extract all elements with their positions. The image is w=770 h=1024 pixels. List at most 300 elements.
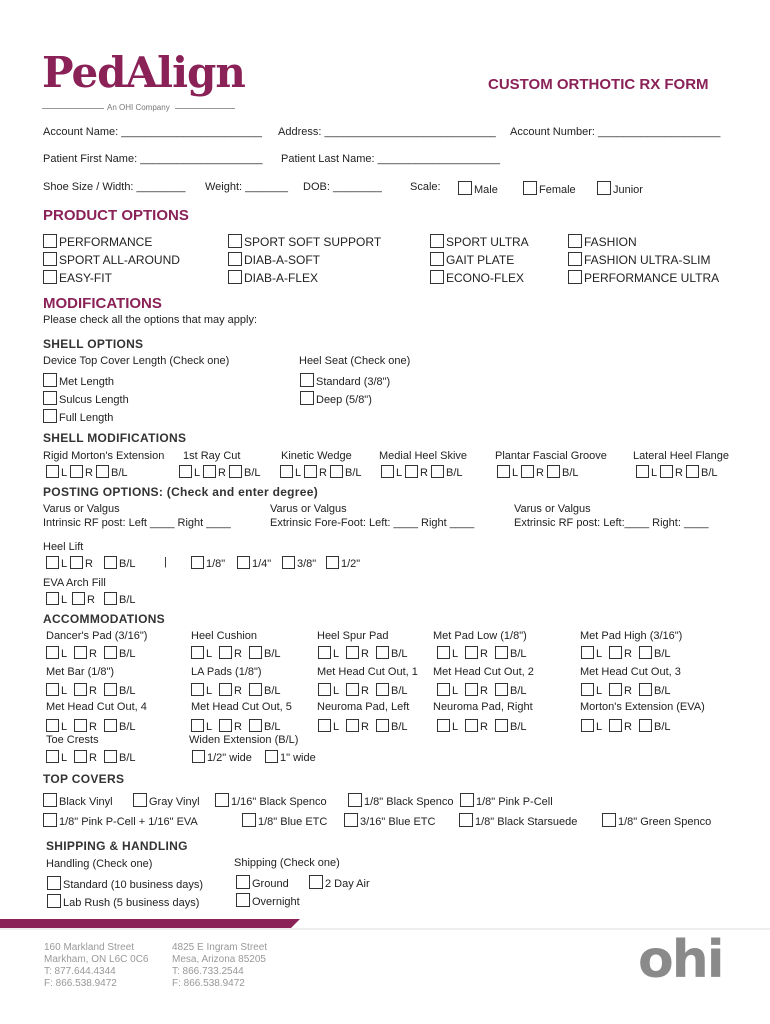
checkbox-icon[interactable] xyxy=(282,556,295,569)
checkbox-icon[interactable] xyxy=(280,465,293,478)
device-cover-option-1[interactable] xyxy=(43,391,129,406)
checkbox-icon[interactable] xyxy=(47,894,61,908)
handling-option-1[interactable] xyxy=(47,894,199,909)
checkbox-icon[interactable] xyxy=(104,646,117,659)
shipping-option-2[interactable] xyxy=(236,893,300,908)
patient-first-name-field[interactable]: Patient First Name: ____________________ xyxy=(43,153,263,165)
accommodation-row1-1-r-checkbox[interactable] xyxy=(219,646,242,660)
accommodation-row1-4-b-checkbox[interactable] xyxy=(639,646,671,660)
footer-line: 160 Markland Street xyxy=(44,942,135,953)
checkbox-label: EASY-FIT xyxy=(59,271,112,285)
checkbox-icon[interactable] xyxy=(430,270,444,284)
separator: | xyxy=(164,556,167,568)
shell-mod-label-4: Plantar Fascial Groove xyxy=(495,450,607,462)
checkbox-icon[interactable] xyxy=(228,234,242,248)
checkbox-icon[interactable] xyxy=(46,683,59,696)
checkbox-icon[interactable] xyxy=(191,683,204,696)
checkbox-icon[interactable] xyxy=(46,719,59,732)
checkbox-label: L xyxy=(596,685,603,697)
widen-option-1[interactable] xyxy=(265,750,316,764)
handling-option-0[interactable] xyxy=(47,876,203,891)
accommodation-row1-0-b-checkbox[interactable] xyxy=(104,646,136,660)
accommodation-row2-0-r-checkbox[interactable] xyxy=(74,683,97,697)
accommodation-label-row3-0: Met Head Cut Out, 4 xyxy=(46,701,147,713)
checkbox-label: 3/16" Blue ETC xyxy=(360,816,436,828)
shipping-option-1[interactable] xyxy=(309,875,370,890)
eva-arch-b-checkbox[interactable] xyxy=(104,592,136,606)
checkbox-label: R xyxy=(361,721,369,733)
checkbox-label: DIAB-A-FLEX xyxy=(244,271,319,285)
checkbox-icon[interactable] xyxy=(46,556,59,569)
checkbox-icon[interactable] xyxy=(346,646,359,659)
male-checkbox[interactable]: Male xyxy=(458,181,498,196)
checkbox-icon[interactable] xyxy=(330,465,343,478)
checkbox-label: Met Length xyxy=(59,376,115,388)
form-title: CUSTOM ORTHOTIC RX FORM xyxy=(488,76,709,93)
shipping-option-0[interactable] xyxy=(236,875,289,890)
checkbox-label: 1/8" Blue ETC xyxy=(258,816,328,828)
accommodation-row2-3-b-checkbox[interactable] xyxy=(495,683,527,697)
checkbox-label: B/L xyxy=(654,721,671,733)
checkbox-icon[interactable] xyxy=(430,252,444,266)
checkbox-icon[interactable] xyxy=(376,683,389,696)
checkbox-label: Lab Rush (5 business days) xyxy=(63,897,200,909)
accommodation-row2-1-r-checkbox[interactable] xyxy=(219,683,242,697)
accommodation-row2-4-r-checkbox[interactable] xyxy=(609,683,632,697)
product-option-col4-0[interactable] xyxy=(568,234,637,249)
checkbox-icon[interactable] xyxy=(46,592,59,605)
checkbox-icon[interactable] xyxy=(609,719,622,732)
accommodation-label-row3-4: Morton's Extension (EVA) xyxy=(580,701,705,713)
accommodation-row1-3-l-checkbox[interactable] xyxy=(437,646,458,660)
top-cover-option-r2-0[interactable] xyxy=(43,813,198,828)
checkbox-label: L xyxy=(452,685,459,697)
eva-arch-l-checkbox[interactable] xyxy=(46,592,67,606)
shell-mod-label-2: Kinetic Wedge xyxy=(281,450,352,462)
checkbox-icon[interactable] xyxy=(249,683,262,696)
checkbox-icon[interactable] xyxy=(43,373,57,387)
junior-checkbox[interactable]: Junior xyxy=(597,181,643,196)
checkbox-icon[interactable] xyxy=(236,893,250,907)
checkbox-icon[interactable] xyxy=(568,234,582,248)
checkbox-icon[interactable] xyxy=(191,556,204,569)
top-cover-option-r1-0[interactable] xyxy=(43,793,113,808)
checkbox-icon[interactable] xyxy=(70,556,83,569)
checkbox-icon[interactable] xyxy=(228,270,242,284)
checkbox-icon[interactable] xyxy=(219,646,232,659)
checkbox-icon[interactable] xyxy=(495,719,508,732)
intrinsic-rf-post-field[interactable]: Intrinsic RF post: Left ____ Right ____ xyxy=(43,517,231,529)
checkbox-icon[interactable] xyxy=(639,683,652,696)
accommodation-row3-0-b-checkbox[interactable] xyxy=(104,719,136,733)
product-option-col3-1[interactable] xyxy=(430,252,514,267)
shell-mod-0-l-checkbox[interactable] xyxy=(46,465,67,479)
accommodation-row3-3-r-checkbox[interactable] xyxy=(465,719,488,733)
checkbox-icon[interactable] xyxy=(203,465,216,478)
checkbox-label: B/L xyxy=(119,558,136,570)
checkbox-icon[interactable] xyxy=(265,750,278,763)
heel-lift-option-0[interactable] xyxy=(191,556,225,570)
checkbox-icon[interactable] xyxy=(639,719,652,732)
shoe-size-field[interactable]: Shoe Size / Width: ________ xyxy=(43,181,186,193)
top-cover-option-r1-4[interactable] xyxy=(460,793,553,808)
checkbox-label: R xyxy=(624,648,632,660)
checkbox-label: L xyxy=(61,467,68,479)
device-cover-option-2[interactable] xyxy=(43,409,113,424)
checkbox-icon[interactable] xyxy=(660,465,673,478)
accommodation-row1-0-l-checkbox[interactable] xyxy=(46,646,67,660)
account-name-field[interactable]: Account Name: _______________________ xyxy=(43,126,262,138)
checkbox-icon[interactable] xyxy=(465,646,478,659)
accommodation-row2-1-b-checkbox[interactable] xyxy=(249,683,281,697)
accommodation-row3-4-l-checkbox[interactable] xyxy=(581,719,602,733)
checkbox-icon[interactable] xyxy=(639,646,652,659)
checkbox-icon[interactable] xyxy=(318,683,331,696)
pedalign-logo: PedAlign xyxy=(42,48,245,97)
checkbox-icon[interactable] xyxy=(521,465,534,478)
checkbox-icon[interactable] xyxy=(460,793,474,807)
checkbox-icon[interactable] xyxy=(104,750,117,763)
dob-field[interactable]: DOB: ________ xyxy=(303,181,382,193)
checkbox-icon[interactable] xyxy=(346,683,359,696)
account-number-field[interactable]: Account Number: ____________________ xyxy=(510,126,721,138)
shell-mod-0-b-checkbox[interactable] xyxy=(96,465,128,479)
checkbox-icon[interactable] xyxy=(459,813,473,827)
accommodation-row3-3-b-checkbox[interactable] xyxy=(495,719,527,733)
product-option-col2-2[interactable] xyxy=(228,270,318,285)
checkbox-icon[interactable] xyxy=(458,181,472,195)
heel-lift-label: Heel Lift xyxy=(43,541,84,553)
checkbox-icon[interactable] xyxy=(96,465,109,478)
checkbox-icon[interactable] xyxy=(133,793,147,807)
checkbox-icon[interactable] xyxy=(179,465,192,478)
product-option-col1-0[interactable] xyxy=(43,234,152,249)
checkbox-icon[interactable] xyxy=(249,646,262,659)
checkbox-icon[interactable] xyxy=(104,683,117,696)
shell-mod-1-l-checkbox[interactable] xyxy=(179,465,200,479)
toe-crests-l-checkbox[interactable] xyxy=(46,750,67,764)
checkbox-icon[interactable] xyxy=(192,750,205,763)
shell-mod-label-5: Lateral Heel Flange xyxy=(633,450,730,462)
footer-line: T: 877.644.4344 xyxy=(44,966,116,977)
heel-lift-option-3[interactable] xyxy=(326,556,360,570)
checkbox-label: SPORT ALL-AROUND xyxy=(59,253,180,267)
checkbox-label: B/L xyxy=(119,721,136,733)
accommodation-row1-0-r-checkbox[interactable] xyxy=(74,646,97,660)
checkbox-label: B/L xyxy=(264,721,281,733)
checkbox-icon[interactable] xyxy=(46,465,59,478)
extrinsic-fore-foot-field[interactable]: Extrinsic Fore-Foot: Left: ____ Right ____ xyxy=(270,517,475,529)
accommodation-row2-4-l-checkbox[interactable] xyxy=(581,683,602,697)
accommodation-row3-1-r-checkbox[interactable] xyxy=(219,719,242,733)
checkbox-icon[interactable] xyxy=(236,875,250,889)
product-option-col3-2[interactable] xyxy=(430,270,524,285)
accommodations-heading: ACCOMMODATIONS xyxy=(43,612,165,626)
checkbox-icon[interactable] xyxy=(215,793,229,807)
checkbox-label: 1/2" xyxy=(341,558,361,570)
checkbox-label: Standard (3/8") xyxy=(316,376,391,388)
accommodation-row3-1-b-checkbox[interactable] xyxy=(249,719,281,733)
shell-mod-5-r-checkbox[interactable] xyxy=(660,465,683,479)
checkbox-icon[interactable] xyxy=(43,391,57,405)
checkbox-icon[interactable] xyxy=(437,719,450,732)
checkbox-icon[interactable] xyxy=(191,719,204,732)
shell-mod-3-l-checkbox[interactable] xyxy=(381,465,402,479)
checkbox-icon[interactable] xyxy=(376,646,389,659)
checkbox-label: Sulcus Length xyxy=(59,394,129,406)
shell-mod-0-r-checkbox[interactable] xyxy=(70,465,93,479)
shell-mod-3-b-checkbox[interactable] xyxy=(431,465,463,479)
checkbox-icon[interactable] xyxy=(405,465,418,478)
checkbox-icon[interactable] xyxy=(602,813,616,827)
shell-modifications-heading: SHELL MODIFICATIONS xyxy=(43,431,187,445)
checkbox-label: 1/8" Green Spenco xyxy=(618,816,712,828)
checkbox-icon[interactable] xyxy=(568,270,582,284)
checkbox-icon[interactable] xyxy=(309,875,323,889)
accommodation-row3-1-l-checkbox[interactable] xyxy=(191,719,212,733)
shell-options-heading: SHELL OPTIONS xyxy=(43,337,144,351)
top-cover-option-r2-4[interactable] xyxy=(602,813,711,828)
checkbox-icon[interactable] xyxy=(74,646,87,659)
checkbox-label: FASHION ULTRA-SLIM xyxy=(584,253,711,267)
female-checkbox[interactable]: Female xyxy=(523,181,576,196)
device-cover-option-0[interactable] xyxy=(43,373,114,388)
checkbox-icon[interactable] xyxy=(495,683,508,696)
weight-field[interactable]: Weight: _______ xyxy=(205,181,288,193)
accommodation-row1-2-r-checkbox[interactable] xyxy=(346,646,369,660)
checkbox-label: B/L xyxy=(391,685,408,697)
eva-arch-fill-label: EVA Arch Fill xyxy=(43,577,106,589)
toe-crests-b-checkbox[interactable] xyxy=(104,750,136,764)
checkbox-label: B/L xyxy=(264,648,281,660)
toe-crests-r-checkbox[interactable] xyxy=(74,750,97,764)
accommodation-row2-3-r-checkbox[interactable] xyxy=(465,683,488,697)
checkbox-label: 1/2" wide xyxy=(207,752,252,764)
checkbox-icon[interactable] xyxy=(609,646,622,659)
checkbox-icon[interactable] xyxy=(300,391,314,405)
checkbox-label: L xyxy=(452,648,459,660)
top-cover-option-r1-1[interactable] xyxy=(133,793,200,808)
checkbox-icon[interactable] xyxy=(344,813,358,827)
checkbox-label: B/L xyxy=(446,467,463,479)
checkbox-icon[interactable] xyxy=(46,750,59,763)
accommodation-row2-2-r-checkbox[interactable] xyxy=(346,683,369,697)
checkbox-label: SPORT SOFT SUPPORT xyxy=(244,235,382,249)
product-option-col2-0[interactable] xyxy=(228,234,381,249)
checkbox-icon[interactable] xyxy=(43,813,57,827)
checkbox-icon[interactable] xyxy=(430,234,444,248)
accommodation-row1-3-b-checkbox[interactable] xyxy=(495,646,527,660)
handling-label: Handling (Check one) xyxy=(46,858,153,870)
checkbox-icon[interactable] xyxy=(346,719,359,732)
top-cover-option-r2-3[interactable] xyxy=(459,813,577,828)
product-option-col1-1[interactable] xyxy=(43,252,180,267)
accommodation-row3-4-r-checkbox[interactable] xyxy=(609,719,632,733)
product-option-col3-0[interactable] xyxy=(430,234,529,249)
checkbox-icon[interactable] xyxy=(242,813,256,827)
checkbox-icon[interactable] xyxy=(104,719,117,732)
accommodation-row1-1-b-checkbox[interactable] xyxy=(249,646,281,660)
widen-extension-label: Widen Extension (B/L) xyxy=(189,734,299,746)
shell-mod-5-l-checkbox[interactable] xyxy=(636,465,657,479)
shell-mod-1-b-checkbox[interactable] xyxy=(229,465,261,479)
checkbox-icon[interactable] xyxy=(318,646,331,659)
accommodation-row2-2-b-checkbox[interactable] xyxy=(376,683,408,697)
checkbox-icon[interactable] xyxy=(74,719,87,732)
shell-mod-label-3: Medial Heel Skive xyxy=(379,450,468,462)
product-option-col1-2[interactable] xyxy=(43,270,112,285)
accommodation-row1-4-r-checkbox[interactable] xyxy=(609,646,632,660)
top-cover-option-r2-1[interactable] xyxy=(242,813,327,828)
checkbox-icon[interactable] xyxy=(228,252,242,266)
checkbox-icon[interactable] xyxy=(191,646,204,659)
checkbox-icon[interactable] xyxy=(437,683,450,696)
accommodation-label-row2-1: LA Pads (1/8") xyxy=(191,666,262,678)
accommodation-row3-2-l-checkbox[interactable] xyxy=(318,719,339,733)
checkbox-label: R xyxy=(89,721,97,733)
checkbox-icon[interactable] xyxy=(465,683,478,696)
checkbox-icon[interactable] xyxy=(465,719,478,732)
heel-lift-option-1[interactable] xyxy=(237,556,271,570)
checkbox-icon[interactable] xyxy=(70,465,83,478)
checkbox-label: L xyxy=(452,721,459,733)
checkbox-icon[interactable] xyxy=(581,719,594,732)
checkbox-icon[interactable] xyxy=(43,234,57,248)
checkbox-icon[interactable] xyxy=(568,252,582,266)
shell-mod-3-r-checkbox[interactable] xyxy=(405,465,428,479)
shell-mod-5-b-checkbox[interactable] xyxy=(686,465,718,479)
accommodation-label-row1-0: Dancer's Pad (3/16") xyxy=(46,630,148,642)
checkbox-icon[interactable] xyxy=(74,750,87,763)
checkbox-icon[interactable] xyxy=(636,465,649,478)
checkbox-icon[interactable] xyxy=(686,465,699,478)
accommodation-row3-4-b-checkbox[interactable] xyxy=(639,719,671,733)
heel-seat-option-1[interactable] xyxy=(300,391,372,406)
shell-mod-2-b-checkbox[interactable] xyxy=(330,465,362,479)
checkbox-icon[interactable] xyxy=(219,719,232,732)
accommodation-row2-4-b-checkbox[interactable] xyxy=(639,683,671,697)
accommodation-row2-0-l-checkbox[interactable] xyxy=(46,683,67,697)
extrinsic-rf-post-field[interactable]: Extrinsic RF post: Left:____ Right: ____ xyxy=(514,517,709,529)
checkbox-icon[interactable] xyxy=(219,683,232,696)
heel-lift-l-checkbox[interactable] xyxy=(46,556,67,570)
accommodation-row3-2-b-checkbox[interactable] xyxy=(376,719,408,733)
checkbox-icon[interactable] xyxy=(547,465,560,478)
checkbox-icon[interactable] xyxy=(326,556,339,569)
eva-arch-r-checkbox[interactable] xyxy=(72,592,95,606)
checkbox-label: B/L xyxy=(119,752,136,764)
checkbox-icon[interactable] xyxy=(376,719,389,732)
checkbox-label: SPORT ULTRA xyxy=(446,235,529,249)
heel-lift-option-2[interactable] xyxy=(282,556,316,570)
heel-lift-r-checkbox[interactable] xyxy=(70,556,93,570)
top-cover-option-r1-2[interactable] xyxy=(215,793,327,808)
checkbox-icon[interactable] xyxy=(597,181,611,195)
checkbox-icon[interactable] xyxy=(43,270,57,284)
top-covers-heading: TOP COVERS xyxy=(43,772,125,786)
checkbox-icon[interactable] xyxy=(43,793,57,807)
widen-option-0[interactable] xyxy=(192,750,252,764)
checkbox-icon[interactable] xyxy=(581,683,594,696)
accommodation-row3-0-r-checkbox[interactable] xyxy=(74,719,97,733)
checkbox-icon[interactable] xyxy=(381,465,394,478)
accommodation-label-row2-4: Met Head Cut Out, 3 xyxy=(580,666,681,678)
heel-seat-option-0[interactable] xyxy=(300,373,390,388)
checkbox-label: Deep (5/8") xyxy=(316,394,372,406)
checkbox-icon[interactable] xyxy=(74,683,87,696)
checkbox-icon[interactable] xyxy=(431,465,444,478)
checkbox-icon[interactable] xyxy=(497,465,510,478)
shell-mod-4-l-checkbox[interactable] xyxy=(497,465,518,479)
product-option-col4-2[interactable] xyxy=(568,270,719,285)
accommodation-row2-1-l-checkbox[interactable] xyxy=(191,683,212,697)
shell-mod-4-b-checkbox[interactable] xyxy=(547,465,579,479)
shell-mod-4-r-checkbox[interactable] xyxy=(521,465,544,479)
accommodation-row2-2-l-checkbox[interactable] xyxy=(318,683,339,697)
heel-lift-b-checkbox[interactable] xyxy=(104,556,136,570)
top-cover-option-r2-2[interactable] xyxy=(344,813,435,828)
checkbox-icon[interactable] xyxy=(229,465,242,478)
product-options-heading: PRODUCT OPTIONS xyxy=(43,207,189,224)
checkbox-label: B/L xyxy=(391,721,408,733)
checkbox-icon[interactable] xyxy=(249,719,262,732)
top-cover-option-r1-3[interactable] xyxy=(348,793,454,808)
checkbox-icon[interactable] xyxy=(523,181,537,195)
shell-mod-2-r-checkbox[interactable] xyxy=(304,465,327,479)
checkbox-icon[interactable] xyxy=(348,793,362,807)
accommodation-row1-3-r-checkbox[interactable] xyxy=(465,646,488,660)
accommodation-row3-2-r-checkbox[interactable] xyxy=(346,719,369,733)
checkbox-label: L xyxy=(61,721,68,733)
checkbox-icon[interactable] xyxy=(43,409,57,423)
checkbox-icon[interactable] xyxy=(72,592,85,605)
checkbox-icon[interactable] xyxy=(300,373,314,387)
accommodation-row3-0-l-checkbox[interactable] xyxy=(46,719,67,733)
checkbox-icon[interactable] xyxy=(104,556,117,569)
accommodation-row1-4-l-checkbox[interactable] xyxy=(581,646,602,660)
checkbox-icon[interactable] xyxy=(304,465,317,478)
checkbox-label: B/L xyxy=(391,648,408,660)
checkbox-icon[interactable] xyxy=(495,646,508,659)
checkbox-icon[interactable] xyxy=(437,646,450,659)
footer-line: Markham, ON L6C 0C6 xyxy=(44,954,149,965)
accommodation-row2-0-b-checkbox[interactable] xyxy=(104,683,136,697)
toe-crests-label: Toe Crests xyxy=(46,734,99,746)
checkbox-icon[interactable] xyxy=(47,876,61,890)
checkbox-icon[interactable] xyxy=(581,646,594,659)
footer-line: F: 866.538.9472 xyxy=(172,978,245,989)
shell-mod-2-l-checkbox[interactable] xyxy=(280,465,301,479)
checkbox-icon[interactable] xyxy=(318,719,331,732)
patient-last-name-field[interactable]: Patient Last Name: ____________________ xyxy=(281,153,500,165)
checkbox-icon[interactable] xyxy=(237,556,250,569)
accommodation-row1-2-l-checkbox[interactable] xyxy=(318,646,339,660)
accommodation-row3-3-l-checkbox[interactable] xyxy=(437,719,458,733)
shell-mod-1-r-checkbox[interactable] xyxy=(203,465,226,479)
checkbox-icon[interactable] xyxy=(46,646,59,659)
checkbox-label: L xyxy=(61,648,68,660)
accommodation-row2-3-l-checkbox[interactable] xyxy=(437,683,458,697)
address-field[interactable]: Address: ____________________________ xyxy=(278,126,496,138)
accommodation-row1-2-b-checkbox[interactable] xyxy=(376,646,408,660)
product-option-col2-1[interactable] xyxy=(228,252,320,267)
checkbox-icon[interactable] xyxy=(43,252,57,266)
varus-valgus-label-2: Varus or Valgus xyxy=(270,503,347,515)
product-option-col4-1[interactable] xyxy=(568,252,710,267)
checkbox-icon[interactable] xyxy=(104,592,117,605)
checkbox-icon[interactable] xyxy=(609,683,622,696)
accommodation-row1-1-l-checkbox[interactable] xyxy=(191,646,212,660)
